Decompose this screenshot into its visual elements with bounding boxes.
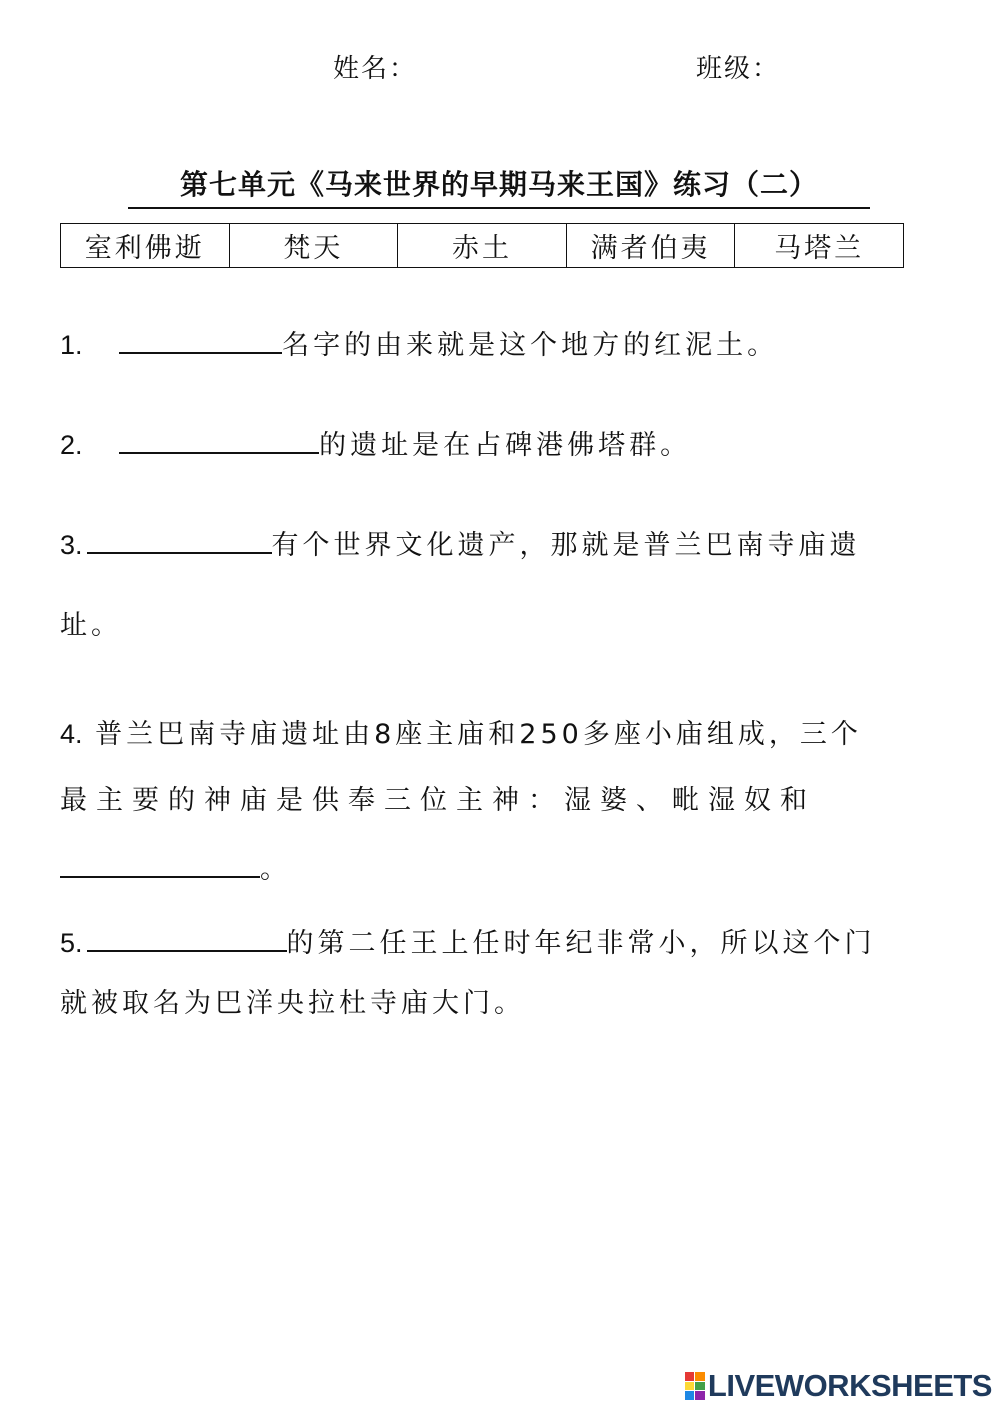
- question-text: 就被取名为巴洋央拉杜寺庙大门。: [60, 988, 525, 1019]
- word-bank-item: 满者伯夷: [566, 224, 735, 268]
- word-bank-item: 马塔兰: [735, 224, 904, 268]
- word-bank-item: 梵天: [229, 224, 398, 268]
- question-text: 址。: [60, 610, 122, 641]
- answer-blank-2[interactable]: [119, 424, 319, 454]
- question-text: 有个世界文化遗产，那就是普兰巴南寺庙遗: [271, 530, 861, 561]
- question-text: 名字的由来就是这个地方的红泥土。: [282, 330, 779, 361]
- question-text: 。: [260, 854, 291, 885]
- question-number: 2.: [60, 430, 83, 460]
- question-number: 5.: [60, 928, 83, 958]
- question-1: [60, 324, 940, 364]
- question-text: 的遗址是在占碑港佛塔群。: [319, 430, 692, 461]
- question-4: [60, 714, 940, 915]
- question-text: 的第二任王上任时年纪非常小，所以这个门: [286, 928, 876, 959]
- logo-text: LIVEWORKSHEETS: [707, 1368, 992, 1403]
- question-number: 3.: [60, 530, 83, 560]
- class-label: 班级：: [696, 54, 781, 84]
- word-bank: [60, 223, 904, 268]
- question-number: 1.: [60, 330, 83, 360]
- word-bank-item: 赤土: [398, 224, 567, 268]
- liveworksheets-logo: [685, 1369, 992, 1403]
- word-bank-item: 室利佛逝: [61, 224, 230, 268]
- answer-blank-3[interactable]: [87, 524, 272, 554]
- question-5: [60, 922, 940, 1046]
- worksheet-title: 第七单元《马来世界的早期马来王国》练习（二）: [128, 163, 870, 209]
- answer-blank-5[interactable]: [87, 922, 287, 952]
- question-3: [60, 524, 940, 646]
- question-text: 最主要的神庙是供奉三位主神：湿婆、毗湿奴和: [60, 785, 816, 816]
- name-label: 姓名：: [333, 54, 418, 84]
- answer-blank-1[interactable]: [119, 324, 282, 354]
- question-2: [60, 424, 940, 464]
- question-number: 4.: [60, 719, 83, 749]
- answer-blank-4[interactable]: [60, 848, 260, 878]
- logo-mark-icon: [685, 1372, 705, 1400]
- question-text: 普兰巴南寺庙遗址由8座主庙和250多座小庙组成，三个: [95, 719, 862, 750]
